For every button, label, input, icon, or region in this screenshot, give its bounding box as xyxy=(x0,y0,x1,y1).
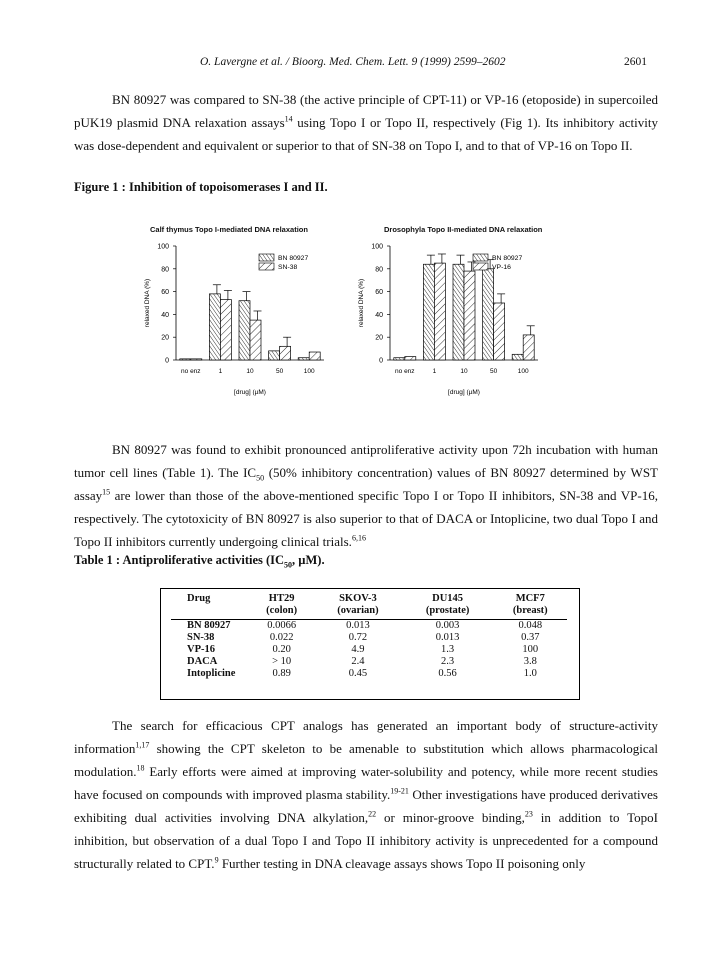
paragraph-1: BN 80927 was compared to SN-38 (the active principle of CPT-11) or VP-16 (etoposide) in supercoiled pUK19 plasmid DNA relaxation assays$^{14}$ using Topo I or Topo II, respectively (Fig 1). Its inhibitory activity was dose-dependent and equivalent or superior to that of SN-38 on Topo I, and to that of VP-16 on Topo II. xyxy=(74,92,658,153)
paragraph-3: The search for efficacious CPT analogs has generated an important body of structure-activity information$^{1,17}$ showing the CPT skeleton to be amenable to substitution which allows pharmacological modulation.$^{18}$ Early efforts were aimed at improving water-solubility and potency, while more recent studies have focused on compounds with improved plasma stability.$^{19-21}$ Other investigations have produced derivatives exhibiting dual activities involving DNA alkylation,$^{22}$ or minor-groove binding,$^{23}$ in addition to TopoI inhibition, but observation of a dual Topo I and Topo II inhibitory activity is unprecedented for a compound structurally related to CPT.$^9$ Further testing in DNA cleavage assays shows Topo II poisoning only xyxy=(74,718,658,871)
bar-series-2 xyxy=(220,300,231,360)
table-subheader-cell: (breast) xyxy=(494,605,567,620)
y-tick-label: 0 xyxy=(165,357,169,365)
y-tick-label: 20 xyxy=(375,334,383,342)
x-tick-label: no enz xyxy=(395,368,415,375)
bar-series-1 xyxy=(298,358,309,360)
x-tick-label: no enz xyxy=(181,368,201,375)
chart-2-title: Drosophyla Topo II-mediated DNA relaxation xyxy=(384,225,543,234)
y-tick-label: 20 xyxy=(161,334,169,342)
x-tick-label: 10 xyxy=(460,368,468,375)
table-header-cell: SKOV-3 xyxy=(339,593,377,604)
table-header-row xyxy=(171,593,567,605)
journal-citation: O. Lavergne et al. / Bioorg. Med. Chem. Lett. 9 (1999) 2599–2602 xyxy=(200,56,506,68)
bar-series-2 xyxy=(523,335,534,360)
y-tick-label: 60 xyxy=(375,289,383,297)
table-header-cell: MCF7 xyxy=(515,593,545,604)
table-subheader-cell: (colon) xyxy=(249,605,314,620)
bar-series-2 xyxy=(434,263,445,360)
y-tick-label: 80 xyxy=(161,266,169,274)
y-axis-label: relaxed DNA (%) xyxy=(358,278,365,328)
bar-series-2 xyxy=(309,352,320,360)
y-tick-label: 100 xyxy=(371,243,383,251)
x-tick-label: 50 xyxy=(275,368,284,375)
bar-series-2 xyxy=(405,357,416,360)
x-axis-label: [drug] (µM) xyxy=(234,389,266,396)
table-row: BN 80927 0.0066 0.013 0.003 0.048 xyxy=(187,620,543,631)
y-axis-label: relaxed DNA (%) xyxy=(144,278,151,328)
y-tick-label: 0 xyxy=(379,357,383,365)
table-header-cell: Drug xyxy=(187,593,211,604)
chart-topo-i xyxy=(136,236,358,406)
bar-series-1 xyxy=(269,351,280,360)
bar-series-2 xyxy=(494,303,505,360)
table-header-cell: DU145 xyxy=(432,593,464,604)
table-row: SN-38 0.022 0.72 0.013 0.37 xyxy=(187,632,540,643)
chart-topo-ii xyxy=(350,236,572,406)
y-tick-label: 40 xyxy=(161,311,169,319)
table-antiproliferative xyxy=(160,588,580,700)
legend-swatch xyxy=(259,263,274,270)
legend-label: SN-38 xyxy=(278,264,298,271)
legend-label: BN 80927 xyxy=(278,255,309,262)
bar-series-1 xyxy=(180,359,191,360)
bar-series-1 xyxy=(483,269,494,360)
y-tick-label: 100 xyxy=(157,243,169,251)
y-tick-label: 40 xyxy=(375,311,383,319)
chart-1-title: Calf thymus Topo I-mediated DNA relaxation xyxy=(150,225,308,234)
bar-series-1 xyxy=(423,264,434,360)
x-tick-label: 100 xyxy=(303,368,315,375)
table-row: Intoplicine 0.89 0.45 0.56 1.0 xyxy=(187,668,537,679)
table-row: DACA > 10 2.4 2.3 3.8 xyxy=(187,656,537,667)
legend-swatch xyxy=(473,263,488,270)
paragraph-2: BN 80927 was found to exhibit pronounced antiproliferative activity upon 72h incubation with human tumor cell lines (Table 1). The $IC_{50}$ (50% inhibitory concentration) values of BN 80927 determined by WST assay$^{15}$ are lower than those of the above-mentioned specific Topo I or Topo II inhibitors, SN-38 and VP-16, respectively. The cytotoxicity of BN 80927 is also superior to that of DACA or Intoplicine, two dual Topo I and Topo II inhibitors currently undergoing clinical trials.$^{6,16}$ xyxy=(74,442,658,549)
x-tick-label: 1 xyxy=(218,368,223,375)
x-axis-label: [drug] (µM) xyxy=(448,389,480,396)
legend-label: VP-16 xyxy=(492,264,511,271)
bar-series-2 xyxy=(464,271,475,360)
bar-series-2 xyxy=(280,346,291,360)
legend-label: BN 80927 xyxy=(492,255,523,262)
figure-caption: Figure 1 : Inhibition of topoisomerases I and II. xyxy=(74,180,328,194)
table-subheader-cell: (ovarian) xyxy=(314,605,401,620)
table-caption: Table 1 : Antiproliferative activities ($IC_{50}$, µM). xyxy=(74,553,325,570)
y-tick-label: 80 xyxy=(375,266,383,274)
legend-swatch xyxy=(259,254,274,261)
running-header xyxy=(0,56,720,74)
table-subheader-cell: (prostate) xyxy=(402,605,494,620)
y-tick-label: 60 xyxy=(161,289,169,297)
table-subheader-row xyxy=(171,605,567,620)
bar-series-2 xyxy=(191,359,202,360)
bar-series-1 xyxy=(453,264,464,360)
bar-series-1 xyxy=(239,301,250,360)
table-header-cell: HT29 xyxy=(268,593,295,604)
x-tick-label: 10 xyxy=(246,368,254,375)
x-tick-label: 50 xyxy=(489,368,498,375)
x-tick-label: 100 xyxy=(517,368,529,375)
table-row: VP-16 0.20 4.9 1.3 100 xyxy=(187,644,539,655)
bar-series-2 xyxy=(250,320,261,360)
legend-swatch xyxy=(473,254,488,261)
page-number: 2601 xyxy=(624,56,647,68)
bar-series-1 xyxy=(394,358,405,360)
bar-series-1 xyxy=(512,354,523,360)
bar-series-1 xyxy=(209,294,220,360)
x-tick-label: 1 xyxy=(432,368,437,375)
